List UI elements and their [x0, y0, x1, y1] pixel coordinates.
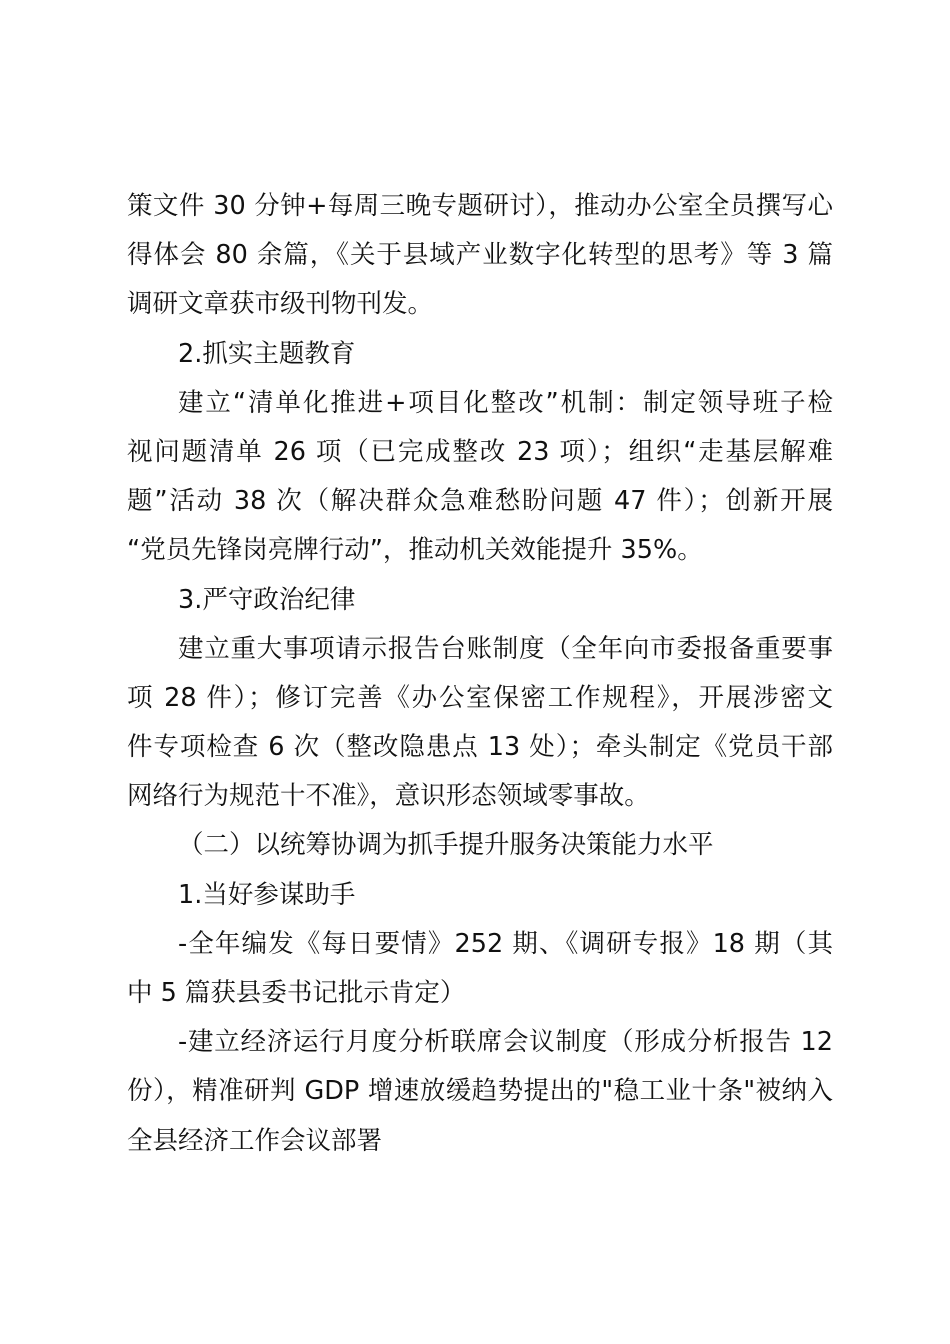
text-line: “党员先锋岗亮牌行动”，推动机关效能提升 35%。: [127, 535, 703, 566]
text-line: 网络行为规范十不准》，意识形态领域零事故。: [127, 781, 650, 812]
text-line: -建立经济运行月度分析联席会议制度（形成分析报告 12: [178, 1027, 833, 1058]
subsection-heading: 1.当好参谋助手: [178, 879, 356, 910]
section-heading: （二）以统筹协调为抓手提升服务决策能力水平: [178, 830, 714, 861]
text-line: 题”活动 38 次（解决群众急难愁盼问题 47 件）；创新开展: [127, 486, 833, 517]
text-line: 建立重大事项请示报告台账制度（全年向市委报备重要事: [178, 633, 833, 664]
text-line: 视问题清单 26 项（已完成整改 23 项）；组织“走基层解难: [127, 436, 833, 467]
text-line: 得体会 80 余篇，《关于县域产业数字化转型的思考》等 3 篇: [127, 240, 833, 271]
subsection-heading: 2.抓实主题教育: [178, 338, 356, 369]
text-line: 调研文章获市级刊物刊发。: [127, 289, 434, 320]
text-line: 项 28 件）；修订完善《办公室保密工作规程》，开展涉密文: [127, 682, 833, 713]
text-line: 中 5 篇获县委书记批示肯定）: [127, 978, 466, 1008]
text-line: 件专项检查 6 次（整改隐患点 13 处）；牵头制定《党员干部: [127, 732, 833, 763]
text-line: -全年编发《每日要情》252 期、《调研专报》18 期（其: [178, 928, 833, 959]
text-line: 建立“清单化推进+项目化整改”机制：制定领导班子检: [178, 387, 833, 418]
text-line: 全县经济工作会议部署: [127, 1125, 383, 1156]
text-line: 策文件 30 分钟+每周三晚专题研讨），推动办公室全员撰写心: [127, 191, 833, 221]
subsection-heading: 3.严守政治纪律: [178, 584, 356, 615]
document-body: [127, 182, 833, 1166]
text-line: 份），精准研判 GDP 增速放缓趋势提出的"稳工业十条"被纳入: [127, 1076, 833, 1107]
